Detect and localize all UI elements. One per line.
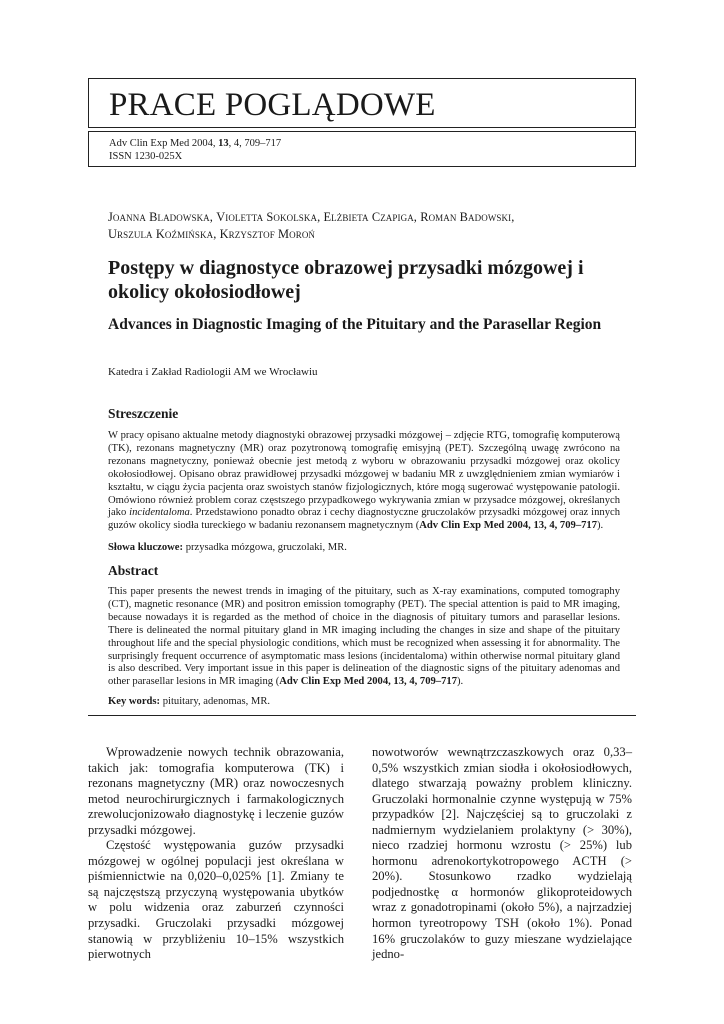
- body-paragraph: Częstość występowania guzów przysadki mózgowej w ogólnej populacji jest określana w piśmiennictwie na 0,020–0,025% [1]. Zmiany te są najczęstszą przyczyną występowania ubytków w polu widzenia oraz zaburzeń czynności przysadki. Gruczolaki przysadki mózgowej stanowią w przybliżeniu 10–15% wszystkich pierwotnych: [88, 838, 344, 962]
- abstract-heading: Abstract: [108, 563, 159, 578]
- author: Elżbieta Czapiga,: [323, 210, 417, 224]
- section-title: PRACE POGLĄDOWE: [109, 87, 436, 123]
- author: Violetta Sokolska,: [216, 210, 321, 224]
- streszczenie-heading: Streszczenie: [108, 406, 179, 421]
- body-column-right: [372, 745, 632, 963]
- author: Krzysztof Moroń: [219, 227, 316, 241]
- streszczenie-text: W pracy opisano aktualne metody diagnostyki obrazowej przysadki mózgowej – zdjęcie RTG, tomografię komputerową (TK), rezonans magnetyczny (MR) oraz pozytronową tomografię emisyjną (PET). Szczególną uwagę zwrócono na rezonans magnetyczny, ponieważ obecnie jest metodą z wyboru w obrazowaniu przysadki mózgowej oraz okolicy okołosiodłowej. Opisano obraz prawidłowej przysadki mózgowej w badaniu MR z uwzględnieniem zmian wymiarów i kształtu, w ciągu życia pacjenta oraz swoistych stanów fizjologicznych, które mogą sugerować występowanie patologii. Omówiono również problem coraz częstszego przypadkowego wykrywania zmian w przysadce mózgowej, określanych jako incidentaloma. Przedstawiono ponadto obraz i cechy diagnostyczne gruczolaków przysadki mózgowej oraz innych guzów okolicy siodła tureckiego w badaniu rezonansem magnetycznym (Adv Clin Exp Med 2004, 13, 4, 709–717).: [108, 430, 620, 532]
- journal-citation: Adv Clin Exp Med 2004, 13, 4, 709–717: [109, 138, 282, 149]
- body-paragraph: nowotworów wewnątrzczaszkowych oraz 0,33–0,5% wszystkich zmian siodła i okołosiodłowych, dlatego stwarzają poważny problem kliniczny. Gruczolaki hormonalnie czynne występują w 75% przypadków [2]. Najczęściej są to gruczolaki z nadmiernym wydzielaniem prolaktyny (> 30%), nieco rzadziej hormonu wzrostu (> 25%) lub hormonu adrenokortykotropowego ACTH (> 20%). Stosunkowo rzadko wydzielają podjednostkę α hormonów glikoproteidowych wraz z gonadotropinami (około 5%), a najrzadziej hormon tyreotropowy TSH (około 1%). Ponad 16% gruczolaków to guzy mieszane wydzielające jedno-: [372, 745, 632, 962]
- section-header-box: [88, 78, 636, 128]
- abstract-keywords: Key words: pituitary, adenomas, MR.: [108, 696, 271, 707]
- paper-title-polish: Postępy w diagnostyce obrazowej przysadki mózgowej i okolicy okołosiodłowej: [108, 257, 584, 303]
- body-paragraph: Wprowadzenie nowych technik obrazowania, takich jak: tomografia komputerowa (TK) i rezonans magnetyczny (MR) oraz nowoczesnych metod neurochirurgicznych i farmakologicznych zrewolucjonizowało diagnostykę i leczenie guzów przysadki mózgowej.: [88, 745, 344, 837]
- streszczenie-keywords: Słowa kluczowe: przysadka mózgowa, gruczolaki, MR.: [108, 542, 347, 553]
- section-divider: [88, 715, 636, 716]
- author: Joanna Bladowska,: [108, 210, 213, 224]
- paper-title-english: Advances in Diagnostic Imaging of the Pituitary and the Parasellar Region: [108, 316, 602, 333]
- author-list: [108, 209, 628, 243]
- issn: ISSN 1230-025X: [109, 151, 183, 162]
- author: Urszula Koźmińska,: [108, 227, 217, 241]
- author: Roman Badowski,: [420, 210, 515, 224]
- affiliation: Katedra i Zakład Radiologii AM we Wrocławiu: [108, 366, 318, 378]
- citation-box: [88, 131, 636, 167]
- body-column-left: [88, 745, 344, 963]
- abstract-text: This paper presents the newest trends in imaging of the pituitary, such as X-ray examinations, computed tomography (CT), magnetic resonance (MR) and positron emission tomography (PET). The special attention is paid to MR imaging, because nowadays it is regarded as the method of choice in the diagnosis of pituitary tumors and parasellar lesions. There is delineated the normal pituitary gland in MR imaging including the changes in size and shape of the pituitary throughout life and the special physiologic conditions, which must be recognized when assessing it for abnormality. The surprisingly frequent occurrence of asymptomatic mass lesions (incidentaloma) within otherwise normal pituitary gland is also described. Very important issue in this paper is delineation of the diagnostic signs of the pituitary adenomas and other parasellar lesions in MR imaging (Adv Clin Exp Med 2004, 13, 4, 709–717).: [108, 586, 620, 688]
